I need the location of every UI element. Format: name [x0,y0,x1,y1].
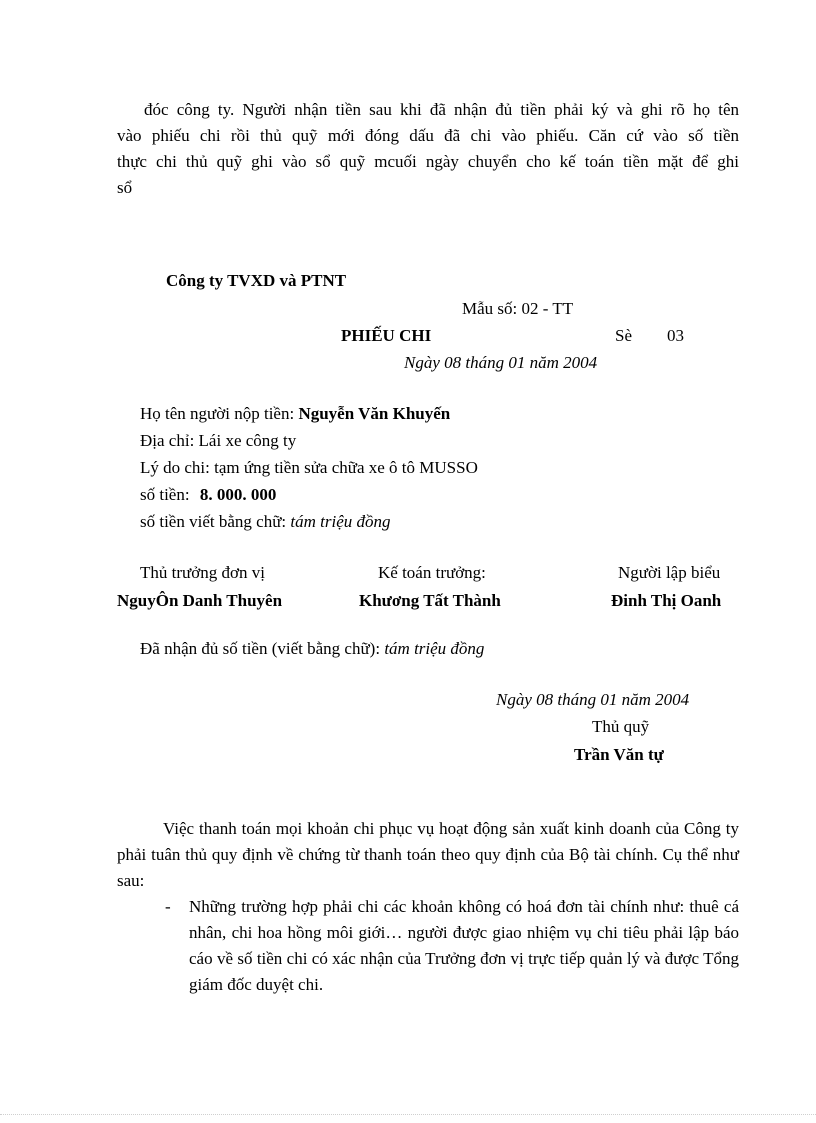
voucher-number-value: 03 [667,326,684,345]
signature-name-director: NguyÔn Danh Thuyên [117,591,283,610]
voucher-title: PHIẾU CHI [341,326,432,345]
page-bottom-rule [0,1114,816,1115]
signature-name-accountant: Khương Tất Thành [359,591,501,610]
cashier-role: Thủ quỹ [592,717,650,736]
reason-row: Lý do chi: tạm ứng tiền sửa chữa xe ô tô MUSSO [140,458,478,477]
intro-line-4: sổ [117,178,133,197]
body-paragraph: Việc thanh toán mọi khoản chi phục vụ hoạt động sản xuất kinh doanh của Công ty phải tuân thủ quy định về chứng từ thanh toán theo quy định của Bộ tài chính. Cụ thể như sau: [117,819,739,890]
form-number: Mẫu số: 02 - TT [462,299,574,318]
intro-line-3: thực chi thủ quỹ ghi vào sổ quỹ mcuối ngày chuyển cho kế toán tiền mặt để ghi [117,152,739,171]
payer-label: Họ tên người nộp tiền: [140,404,295,423]
cashier-date: Ngày 08 tháng 01 năm 2004 [496,690,690,709]
amount-words-row [140,509,391,535]
received-label: Đã nhận đủ số tiền (viết bằng chữ): [140,639,381,658]
amount-label: số tiền: [140,485,190,504]
signature-name-preparer: Đinh Thị Oanh [611,591,722,610]
voucher-number-label: Sè [615,326,632,345]
amount-value: 8. 000. 000 [199,485,277,504]
received-row [140,636,484,662]
intro-line-2: vào phiếu chi rồi thủ quỹ mới đóng dấu đã chi vào phiếu. Căn cứ vào số tiền [117,126,739,145]
intro-line-1: đóc công ty. Người nhận tiền sau khi đã nhận đủ tiền phải ký và ghi rõ họ tên [144,100,739,119]
cashier-name: Trần Văn tự [574,745,664,764]
bullet-marker: - [165,897,171,916]
voucher-date: Ngày 08 tháng 01 năm 2004 [404,353,598,372]
signature-role-preparer: Người lập biểu [618,563,721,582]
amount-words-value: tám triệu đồng [290,512,391,531]
signature-role-accountant: Kế toán trưởng: [378,563,486,582]
signature-role-director: Thủ trưởng đơn vị [140,563,265,582]
company-name: Công ty TVXD và PTNT [166,271,347,290]
address-row: Địa chỉ: Lái xe công ty [140,431,297,450]
amount-words-label: số tiền viết bằng chữ: [140,512,287,531]
amount-row [140,482,276,508]
payer-name: Nguyễn Văn Khuyến [298,404,451,423]
bullet-item: Những trường hợp phải chi các khoản không có hoá đơn tài chính như: thuê cá nhân, chi hoa hồng môi giới… người được giao nhiệm vụ chi tiêu phải lập báo cáo về số tiền chi có xác nhận của Trưởng đơn vị trực tiếp quản lý và được Tổng giám đốc duyệt chi. [189,897,739,994]
payer-row [140,401,450,427]
received-value: tám triệu đồng [384,639,485,658]
